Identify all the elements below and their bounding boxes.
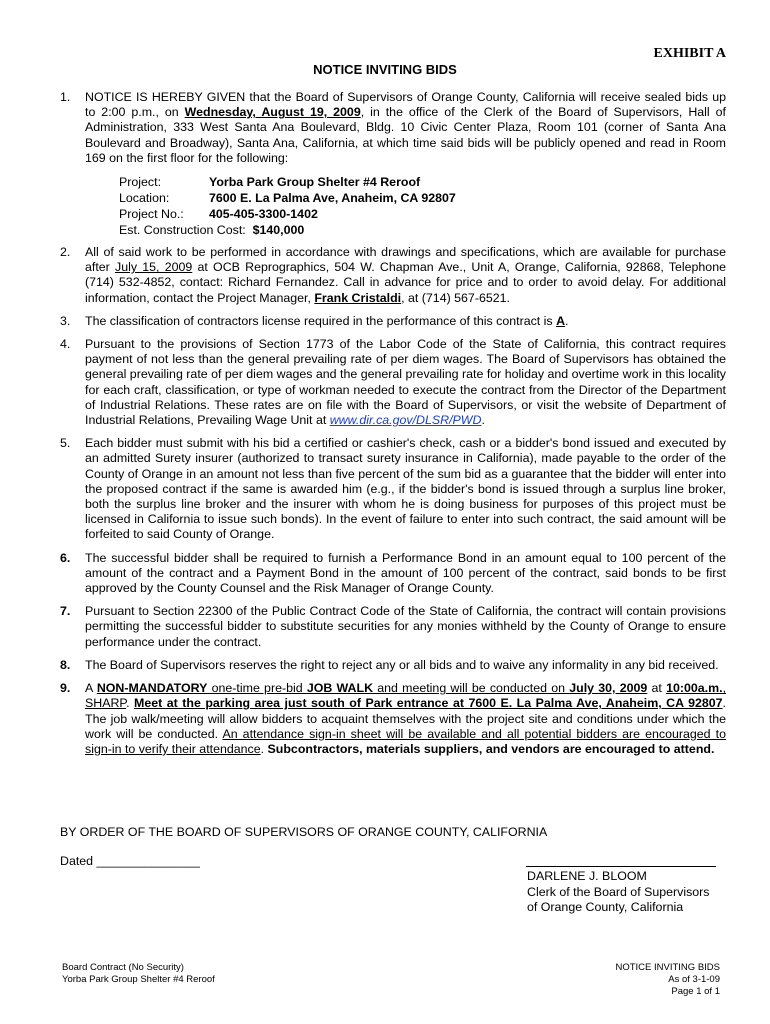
prevailing-wage-link[interactable]: www.dir.ca.gov/DLSR/PWD	[329, 413, 482, 428]
list-item	[60, 314, 726, 329]
text-run: one-time pre-bid	[207, 681, 307, 696]
footer-left	[62, 962, 215, 986]
text-run: , SHARP	[85, 681, 727, 711]
project-number-label: Project No.:	[119, 207, 184, 222]
list-item	[60, 681, 726, 757]
document-title: NOTICE INVITING BIDS	[313, 62, 457, 77]
item-text: Pursuant to Section 22300 of the Public Contract Code of the State of California, the contract will contain provisions permitting the successful bidder to substitute securities for any monies withheld by the County of Orange to ensure performance under the contract.	[85, 604, 726, 649]
item-number: 9.	[60, 681, 71, 696]
job-walk-date: July 30, 2009	[569, 681, 648, 696]
text-run: Pursuant to the provisions of Section 1773 of the Labor Code of the State of California, this contract requires payment of not less than the general prevailing rate of per diem wages. The Board of Supervisors has obtained the general prevailing rate of per diem wages and the general prevailing rate for holiday and overtime work in this locality for each craft, classification, or type of workman needed to execute the contract from the Director of the Department of Industrial Relations. These rates are on file with the Board of Supervisors, or visit the website of Department of Industrial Relations, Prevailing Wage Unit at	[85, 337, 726, 428]
footer-right	[615, 962, 720, 998]
job-walk-text: JOB WALK	[306, 681, 374, 696]
location-value: 7600 E. La Palma Ave, Anaheim, CA 92807	[209, 191, 456, 206]
signer-name: DARLENE J. BLOOM	[527, 869, 647, 883]
list-item	[60, 90, 726, 166]
list-item	[60, 436, 726, 542]
item-number: 1.	[60, 90, 71, 104]
text-run: , at (714) 567-6521.	[401, 290, 510, 305]
footer-text: As of 3-1-09	[668, 974, 720, 985]
item-text	[85, 245, 726, 306]
item-number: 2.	[60, 245, 71, 260]
item-number: 6.	[60, 550, 71, 565]
text-run: and meeting will be conducted on	[373, 681, 570, 696]
footer-text: Yorba Park Group Shelter #4 Reroof	[62, 974, 215, 985]
signer-title: Clerk of the Board of Supervisors	[527, 884, 710, 899]
bid-date: Wednesday, August 19, 2009	[184, 105, 361, 120]
dated-line: Dated _______________	[60, 854, 200, 868]
project-details	[119, 174, 726, 238]
text-run: .	[565, 313, 569, 328]
notice-body	[60, 90, 726, 765]
project-number-value: 405-405-3300-1402	[209, 207, 318, 222]
text-run: , in the office of the Clerk of the Board of Supervisors, Hall of Administration, 333 West Santa Ana Boulevard, Bldg. 10 Civic Center Plaza, Room 101 (corner of Santa Ana Boulevard and Broadway), Santa Ana, California, at which time said bids will be publicly opened and read in Room 169 on the first floor for the following:	[85, 105, 726, 165]
text-run: .	[481, 413, 485, 428]
list-item	[60, 337, 726, 428]
item-text	[85, 681, 726, 757]
item-text	[85, 337, 726, 428]
page-number: Page 1 of 1	[671, 986, 720, 997]
board-order: BY ORDER OF THE BOARD OF SUPERVISORS OF ORANGE COUNTY, CALIFORNIA	[60, 825, 548, 839]
availability-date: July 15, 2009	[115, 260, 193, 275]
item-text	[85, 90, 726, 166]
list-item	[60, 658, 726, 673]
text-run: . The job walk/meeting will allow bidders to acquaint themselves with the project site and conditions under which the work will be conducted.	[85, 696, 726, 741]
subcontractor-note: Subcontractors, materials suppliers, and vendors are encouraged to attend.	[267, 741, 715, 756]
project-value: Yorba Park Group Shelter #4 Reroof	[209, 175, 421, 190]
text-run: .	[126, 696, 135, 711]
sign-in-note: An attendance sign-in sheet will be available and all potential bidders are encouraged to sign-in to verify their attendance	[85, 726, 726, 756]
non-mandatory-text: NON-MANDATORY	[96, 681, 208, 696]
item-text: The successful bidder shall be required to furnish a Performance Bond in an amount equal to 100 percent of the amount of the contract and a Payment Bond in the amount of 100 percent of the contract, said bonds to be first approved by the County Counsel and the Risk Manager of Orange County.	[85, 550, 726, 596]
item-number: 5.	[60, 436, 71, 451]
item-text	[85, 314, 726, 329]
signature-block	[527, 869, 710, 916]
text-run: .	[260, 741, 268, 756]
text-run: All of said work to be performed in accordance with drawings and specifications, which are available for purchase after	[85, 245, 726, 275]
cost-value: $140,000	[252, 223, 305, 238]
footer-text: Board Contract (No Security)	[62, 962, 184, 973]
text-run: The classification of contractors license required in the performance of this contract is	[85, 313, 557, 328]
job-walk-time: 10:00a.m.	[666, 681, 723, 696]
list-item	[60, 245, 726, 306]
text-run: at OCB Reprographics, 504 W. Chapman Ave., Unit A, Orange, California, 92868, Telephone (714) 532-4852, contact: Richard Fernandez. Call in advance for price and to order to avoid delay. For additional information, contact the Project Manager,	[85, 260, 726, 305]
project-manager: Frank Cristaldi	[314, 290, 402, 305]
item-text: The Board of Supervisors reserves the right to reject any or all bids and to waive any informality in any bid received.	[85, 657, 719, 672]
list-item	[60, 604, 726, 650]
item-text: Each bidder must submit with his bid a certified or cashier's check, cash or a bidder's bond issued and executed by an admitted Surety insurer (authorized to transact surety insurance in California), made payable to the order of the County of Orange in an amount not less than five percent of the sum bid as a guarantee that the bidder will enter into the proposed contract if the same is awarded him (e.g., if the bidder's bond is issued through a surplus line broker, both the surplus line broker and the insurer with whom he is doing business for purposes of this project must be licensed in California to issue such bonds). In the event of failure to enter into such contract, the said amount will be forfeited to said County of Orange.	[85, 436, 726, 542]
license-class: A	[556, 313, 566, 328]
cost-label: Est. Construction Cost:	[119, 223, 246, 238]
item-number: 7.	[60, 604, 71, 619]
item-number: 3.	[60, 313, 71, 328]
meeting-location: Meet at the parking area just south of Park entrance at 7600 E. La Palma Ave, Anaheim, CA 92807	[134, 696, 723, 711]
location-label: Location:	[119, 191, 170, 206]
project-label: Project:	[119, 175, 162, 190]
footer-text: NOTICE INVITING BIDS	[615, 962, 720, 973]
signature-line	[526, 866, 716, 867]
exhibit-label: EXHIBIT A	[653, 46, 726, 61]
list-item	[60, 551, 726, 597]
text-run: A	[85, 681, 97, 696]
item-number: 4.	[60, 337, 71, 352]
signer-title: of Orange County, California	[527, 900, 684, 914]
text-run: NOTICE IS HEREBY GIVEN that the Board of Supervisors of Orange County, California will receive sealed bids up to 2:00 p.m., on	[85, 90, 726, 120]
item-number: 8.	[60, 657, 71, 672]
text-run: at	[647, 681, 667, 696]
